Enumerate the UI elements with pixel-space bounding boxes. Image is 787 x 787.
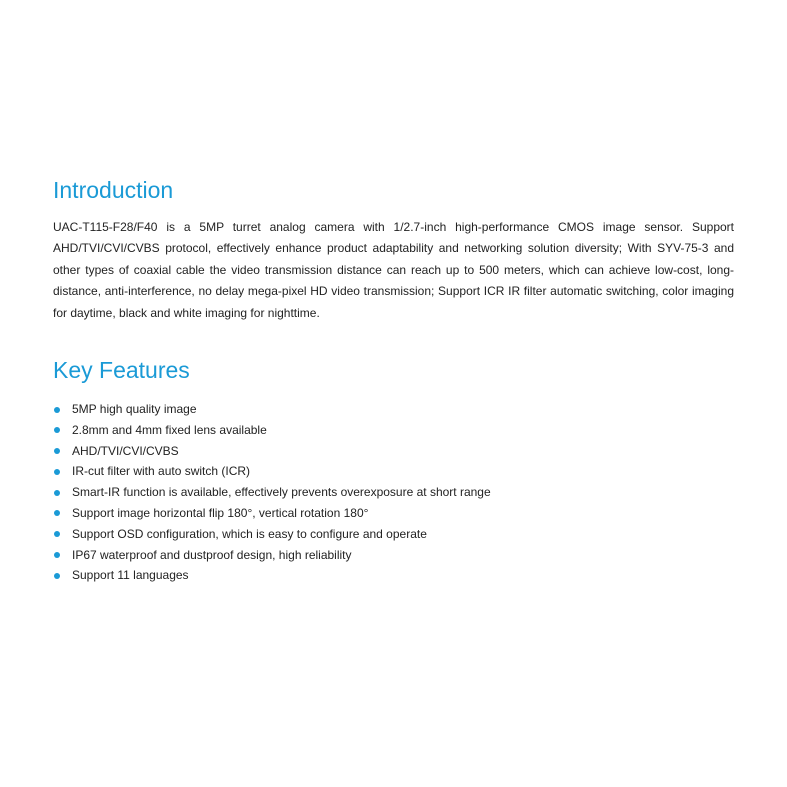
feature-text: IP67 waterproof and dustproof design, high reliability — [72, 547, 352, 562]
bullet-dot-icon — [54, 469, 60, 475]
bullet-dot-icon — [54, 552, 60, 558]
bullet-dot-icon — [54, 490, 60, 496]
feature-text: Support 11 languages — [72, 568, 189, 583]
bullet-dot-icon — [54, 531, 60, 537]
introduction-heading: Introduction — [53, 177, 174, 203]
feature-text: Support image horizontal flip 180°, vertical rotation 180° — [72, 505, 369, 520]
key-features-heading: Key Features — [53, 357, 190, 383]
bullet-dot-icon — [54, 427, 60, 433]
feature-text: AHD/TVI/CVI/CVBS — [72, 443, 179, 458]
feature-text: IR-cut filter with auto switch (ICR) — [72, 464, 251, 479]
introduction-paragraph: UAC-T115-F28/F40 is a 5MP turret analog camera with 1/2.7-inch high-performance CMOS image sensor. Support AHD/TVI/CVI/CVBS protocol, effectively enhance product adaptability and networking solution diversity; With SYV-75-3 and other types of coaxial cable the video transmission distance can reach up to 500 meters, which can achieve low-cost, long-distance, anti-interference, no delay mega-pixel HD video transmission; Support ICR IR filter automatic switching, color imaging for daytime, black and white imaging for nighttime. — [53, 220, 734, 320]
feature-text: Smart-IR function is available, effectively prevents overexposure at short range — [72, 485, 491, 500]
feature-text: 2.8mm and 4mm fixed lens available — [72, 422, 267, 437]
bullet-dot-icon — [54, 573, 60, 579]
feature-text: 5MP high quality image — [72, 402, 197, 416]
bullet-dot-icon — [54, 510, 60, 516]
bullet-dot-icon — [54, 448, 60, 454]
feature-text: Support OSD configuration, which is easy to configure and operate — [72, 526, 427, 541]
bullet-dot-icon — [54, 407, 60, 413]
